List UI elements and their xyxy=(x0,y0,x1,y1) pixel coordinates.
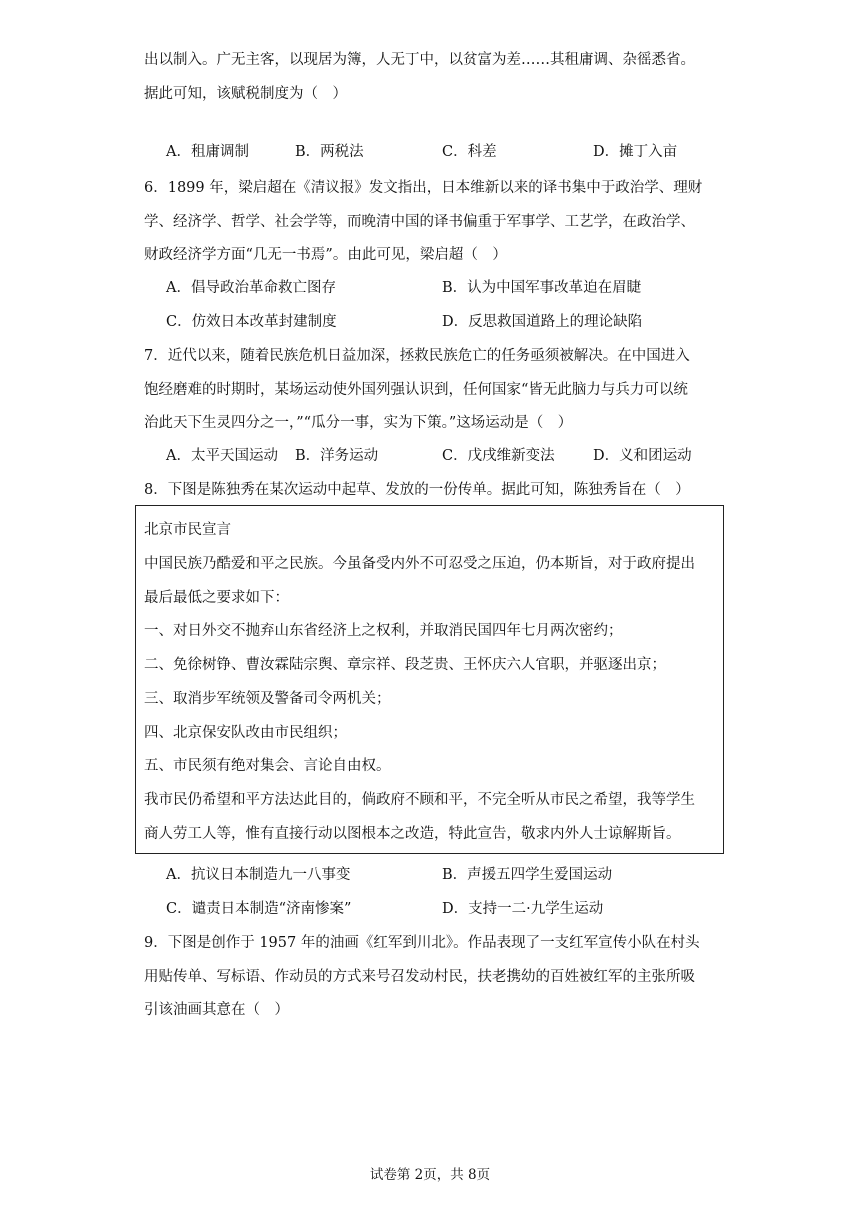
leaflet-line: 二、免徐树铮、曹汝霖陆宗舆、章宗祥、段芝贵、王怀庆六人官职，并驱逐出京； xyxy=(144,657,666,673)
leaflet-title: 北京市民宣言 xyxy=(144,522,231,538)
q8-option-c[interactable]: C．谴责日本制造“济南惨案” xyxy=(166,901,352,917)
q9-line-1: 9．下图是创作于 1957 年的油画《红军到川北》。作品表现了一支红军宣传小队在村头 xyxy=(144,935,700,951)
leaflet-box xyxy=(135,505,724,854)
q7-option-d[interactable]: D．义和团运动 xyxy=(593,448,692,464)
q6-option-b[interactable]: B．认为中国军事改革迫在眉睫 xyxy=(442,280,642,296)
leaflet-line: 五、市民须有绝对集会、言论自由权。 xyxy=(144,758,391,774)
q7-option-a[interactable]: A．太平天国运动 xyxy=(166,448,278,464)
leaflet-line: 最后最低之要求如下： xyxy=(144,590,289,606)
q5-line-2: 据此可知，该赋税制度为（ ） xyxy=(144,86,347,102)
leaflet-line: 一、对日外交不抛弃山东省经济上之权利，并取消民国四年七月两次密约； xyxy=(144,623,623,639)
leaflet-line: 三、取消步军统领及警备司令两机关； xyxy=(144,691,391,707)
page-footer: 试卷第 2页，共 8页 xyxy=(369,1167,491,1183)
leaflet-line: 中国民族乃酷爱和平之民族。今虽备受内外不可忍受之压迫，仍本斯旨，对于政府提出 xyxy=(144,556,695,572)
q9-line-2: 用贴传单、写标语、作动员的方式来号召发动村民，扶老携幼的百姓被红军的主张所吸 xyxy=(144,969,695,985)
leaflet-line: 商人劳工人等，惟有直接行动以图根本之改造，特此宣告，敬求内外人士谅解斯旨。 xyxy=(144,826,681,842)
q8-option-a[interactable]: A．抗议日本制造九一八事变 xyxy=(166,867,351,883)
q7-line-1: 7．近代以来，随着民族危机日益加深，拯救民族危亡的任务亟须被解决。在中国进入 xyxy=(144,348,690,364)
q6-line-3: 财政经济学方面“几无一书焉”。由此可见，梁启超（ ） xyxy=(144,247,507,263)
q5-option-b[interactable]: B．两税法 xyxy=(295,144,364,160)
q8-option-d[interactable]: D．支持一二·九学生运动 xyxy=(442,901,604,917)
q6-option-c[interactable]: C．仿效日本改革封建制度 xyxy=(166,314,337,330)
leaflet-line: 四、北京保安队改由市民组织； xyxy=(144,725,347,741)
q5-option-a[interactable]: A．租庸调制 xyxy=(166,144,249,160)
q6-line-2: 学、经济学、哲学、社会学等，而晚清中国的译书偏重于军事学、工艺学，在政治学、 xyxy=(144,214,695,230)
q6-line-1: 6．1899 年，梁启超在《清议报》发文指出，日本维新以来的译书集中于政治学、理财 xyxy=(144,180,703,196)
q7-option-c[interactable]: C．戊戌维新变法 xyxy=(442,448,555,464)
q5-line-1: 出以制入。广无主客，以现居为簿，人无丁中，以贫富为差……其租庸调、杂徭悉省。 xyxy=(144,52,695,68)
q7-line-2: 饱经磨难的时期时，某场运动使外国列强认识到，任何国家“皆无此脑力与兵力可以统 xyxy=(144,382,688,398)
q5-option-c[interactable]: C．科差 xyxy=(442,144,497,160)
q6-option-d[interactable]: D．反思救国道路上的理论缺陷 xyxy=(442,314,643,330)
q8-line-1: 8．下图是陈独秀在某次运动中起草、发放的一份传单。据此可知，陈独秀旨在（ ） xyxy=(144,482,690,498)
q5-option-d[interactable]: D．摊丁入亩 xyxy=(593,144,678,160)
q7-line-3: 治此天下生灵四分之一，”“瓜分一事，实为下策。”这场运动是（ ） xyxy=(144,415,573,431)
q6-option-a[interactable]: A．倡导政治革命救亡图存 xyxy=(166,280,336,296)
q8-option-b[interactable]: B．声援五四学生爱国运动 xyxy=(442,867,613,883)
q9-line-3: 引该油画其意在（ ） xyxy=(144,1002,289,1018)
q7-option-b[interactable]: B．洋务运动 xyxy=(295,448,379,464)
leaflet-line: 我市民仍希望和平方法达此目的，倘政府不顾和平，不完全听从市民之希望，我等学生 xyxy=(144,792,695,808)
